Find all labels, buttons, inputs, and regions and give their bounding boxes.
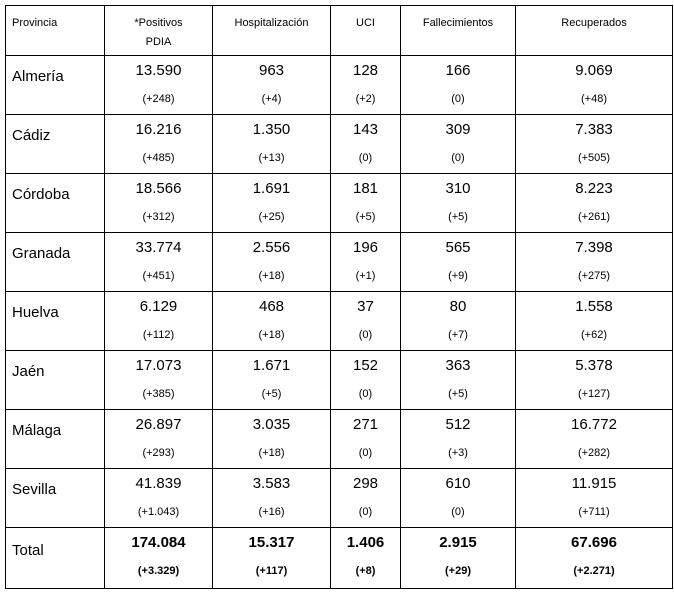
header-uci: UCI: [331, 6, 401, 56]
table-row: [6, 115, 673, 174]
cell-hospitalizacion: [213, 233, 331, 292]
hospitalizacion-value: 3.035: [252, 416, 291, 433]
table-row: [6, 174, 673, 233]
fallecimientos-value: 565: [445, 239, 471, 256]
cell-fallecimientos: [401, 410, 516, 469]
cell-positivos: [105, 233, 213, 292]
positivos-value: 26.897: [135, 416, 182, 433]
hospitalizacion-value: 3.583: [252, 475, 291, 492]
uci-value: 1.406: [346, 534, 385, 551]
cell-hospitalizacion: [213, 174, 331, 233]
cell-hospitalizacion: [213, 292, 331, 351]
fallecimientos-value: 2.915: [439, 534, 477, 551]
header-hospitalizacion: Hospitalización: [213, 6, 331, 56]
cell-uci: [331, 528, 401, 589]
header-fallecimientos: Fallecimientos: [401, 6, 516, 56]
cell-fallecimientos: [401, 56, 516, 115]
hospitalizacion-value: 1.691: [252, 180, 291, 197]
fallecimientos-value: 309: [445, 121, 471, 138]
header-recuperados: Recuperados: [516, 6, 673, 56]
cell-hospitalizacion: [213, 410, 331, 469]
covid-data-table: [5, 5, 673, 589]
recuperados-value: 7.398: [575, 239, 613, 256]
fallecimientos-delta: (+5): [448, 388, 468, 400]
cell-fallecimientos: [401, 351, 516, 410]
positivos-value: 33.774: [135, 239, 182, 256]
cell-provincia: [6, 528, 105, 589]
cell-provincia: [6, 56, 105, 115]
recuperados-value: 11.915: [571, 475, 617, 492]
cell-hospitalizacion: [213, 528, 331, 589]
cell-positivos: [105, 351, 213, 410]
provincia-name: Jaén: [12, 363, 45, 380]
uci-delta: (0): [358, 329, 373, 341]
cell-hospitalizacion: [213, 56, 331, 115]
provincia-name: Córdoba: [12, 186, 70, 203]
fallecimientos-value: 512: [445, 416, 471, 433]
cell-recuperados: [516, 351, 673, 410]
table-container: [5, 5, 673, 589]
uci-value: 152: [352, 357, 379, 374]
cell-recuperados: [516, 174, 673, 233]
recuperados-delta: (+2.271): [573, 565, 615, 577]
table-row: [6, 233, 673, 292]
cell-fallecimientos: [401, 174, 516, 233]
fallecimientos-delta: (0): [451, 93, 465, 105]
table-row: [6, 469, 673, 528]
fallecimientos-delta: (0): [451, 506, 465, 518]
cell-fallecimientos: [401, 292, 516, 351]
uci-delta: (+5): [355, 211, 376, 223]
cell-provincia: [6, 351, 105, 410]
hospitalizacion-delta: (+18): [258, 447, 285, 459]
positivos-value: 17.073: [135, 357, 182, 374]
uci-value: 37: [357, 298, 374, 315]
fallecimientos-value: 363: [445, 357, 471, 374]
cell-positivos: [105, 410, 213, 469]
cell-fallecimientos: [401, 469, 516, 528]
cell-uci: [331, 351, 401, 410]
uci-value: 196: [352, 239, 379, 256]
positivos-delta: (+112): [142, 329, 175, 341]
positivos-delta: (+1.043): [137, 506, 180, 518]
uci-delta: (+1): [355, 270, 376, 282]
cell-fallecimientos: [401, 115, 516, 174]
fallecimientos-delta: (0): [451, 152, 465, 164]
uci-delta: (0): [358, 388, 373, 400]
positivos-delta: (+485): [142, 152, 175, 164]
hospitalizacion-delta: (+18): [258, 270, 285, 282]
cell-uci: [331, 469, 401, 528]
recuperados-value: 9.069: [575, 62, 613, 79]
fallecimientos-delta: (+29): [445, 565, 471, 577]
hospitalizacion-value: 963: [258, 62, 285, 79]
recuperados-delta: (+275): [577, 270, 611, 282]
recuperados-value: 67.696: [571, 534, 617, 551]
cell-provincia: [6, 174, 105, 233]
hospitalizacion-delta: (+16): [258, 506, 285, 518]
cell-positivos: [105, 56, 213, 115]
uci-delta: (+2): [355, 93, 376, 105]
recuperados-delta: (+48): [581, 93, 607, 105]
cell-positivos: [105, 528, 213, 589]
provincia-name: Málaga: [12, 422, 62, 439]
cell-uci: [331, 410, 401, 469]
fallecimientos-delta: (+3): [448, 447, 468, 459]
cell-positivos: [105, 174, 213, 233]
recuperados-delta: (+261): [577, 211, 611, 223]
positivos-value: 6.129: [139, 298, 178, 315]
recuperados-value: 5.378: [575, 357, 613, 374]
hospitalizacion-delta: (+5): [261, 388, 282, 400]
table-row: [6, 56, 673, 115]
cell-hospitalizacion: [213, 351, 331, 410]
cell-provincia: [6, 410, 105, 469]
hospitalizacion-value: 1.350: [252, 121, 291, 138]
recuperados-delta: (+711): [578, 506, 610, 518]
uci-value: 271: [352, 416, 379, 433]
cell-provincia: [6, 469, 105, 528]
header-positivos-line2: PDIA: [145, 36, 172, 48]
positivos-value: 41.839: [135, 475, 182, 492]
cell-positivos: [105, 115, 213, 174]
positivos-delta: (+451): [142, 270, 175, 282]
cell-uci: [331, 56, 401, 115]
cell-fallecimientos: [401, 528, 516, 589]
recuperados-delta: (+282): [577, 447, 611, 459]
fallecimientos-delta: (+5): [448, 211, 468, 223]
header-positivos-line1: *Positivos: [134, 17, 183, 29]
recuperados-value: 16.772: [571, 416, 617, 433]
table-row: [6, 410, 673, 469]
provincia-name: Total: [12, 542, 44, 559]
provincia-name: Granada: [12, 245, 71, 262]
positivos-delta: (+293): [142, 447, 175, 459]
recuperados-value: 8.223: [575, 180, 613, 197]
positivos-delta: (+312): [142, 211, 175, 223]
total-row: [6, 528, 673, 589]
positivos-value: 174.084: [131, 534, 186, 551]
cell-positivos: [105, 469, 213, 528]
cell-provincia: [6, 292, 105, 351]
fallecimientos-value: 166: [445, 62, 471, 79]
cell-provincia: [6, 233, 105, 292]
recuperados-value: 1.558: [575, 298, 613, 315]
provincia-name: Sevilla: [12, 481, 57, 498]
uci-delta: (+8): [355, 565, 376, 577]
hospitalizacion-delta: (+4): [261, 93, 282, 105]
cell-recuperados: [516, 469, 673, 528]
cell-recuperados: [516, 115, 673, 174]
recuperados-delta: (+505): [577, 152, 611, 164]
positivos-delta: (+3.329): [137, 565, 180, 577]
cell-hospitalizacion: [213, 469, 331, 528]
recuperados-delta: (+62): [581, 329, 607, 341]
uci-value: 143: [352, 121, 379, 138]
recuperados-delta: (+127): [577, 388, 611, 400]
header-row: [6, 6, 673, 56]
uci-value: 181: [352, 180, 379, 197]
uci-delta: (0): [358, 152, 373, 164]
hospitalizacion-delta: (+13): [258, 152, 285, 164]
fallecimientos-value: 310: [445, 180, 471, 197]
fallecimientos-delta: (+7): [448, 329, 468, 341]
cell-recuperados: [516, 410, 673, 469]
cell-hospitalizacion: [213, 115, 331, 174]
recuperados-value: 7.383: [575, 121, 613, 138]
cell-recuperados: [516, 233, 673, 292]
uci-delta: (0): [358, 506, 373, 518]
provincia-name: Huelva: [12, 304, 59, 321]
uci-delta: (0): [358, 447, 373, 459]
uci-value: 128: [352, 62, 379, 79]
hospitalizacion-delta: (+25): [258, 211, 285, 223]
uci-value: 298: [352, 475, 379, 492]
table-row: [6, 292, 673, 351]
provincia-name: Cádiz: [12, 127, 51, 144]
cell-uci: [331, 174, 401, 233]
positivos-delta: (+248): [142, 93, 175, 105]
table-row: [6, 351, 673, 410]
positivos-value: 13.590: [135, 62, 182, 79]
cell-provincia: [6, 115, 105, 174]
hospitalizacion-value: 15.317: [248, 534, 295, 551]
hospitalizacion-value: 2.556: [252, 239, 291, 256]
hospitalizacion-delta: (+117): [255, 565, 288, 577]
hospitalizacion-value: 1.671: [252, 357, 291, 374]
positivos-value: 18.566: [135, 180, 182, 197]
hospitalizacion-value: 468: [258, 298, 285, 315]
cell-fallecimientos: [401, 233, 516, 292]
header-provincia: Provincia: [6, 6, 105, 56]
fallecimientos-delta: (+9): [448, 270, 468, 282]
cell-recuperados: [516, 528, 673, 589]
cell-positivos: [105, 292, 213, 351]
cell-recuperados: [516, 56, 673, 115]
cell-uci: [331, 233, 401, 292]
positivos-delta: (+385): [142, 388, 175, 400]
cell-uci: [331, 292, 401, 351]
header-positivos: [105, 6, 213, 56]
hospitalizacion-delta: (+18): [258, 329, 285, 341]
cell-uci: [331, 115, 401, 174]
fallecimientos-value: 610: [445, 475, 471, 492]
cell-recuperados: [516, 292, 673, 351]
positivos-value: 16.216: [135, 121, 182, 138]
fallecimientos-value: 80: [449, 298, 467, 315]
provincia-name: Almería: [12, 68, 64, 85]
